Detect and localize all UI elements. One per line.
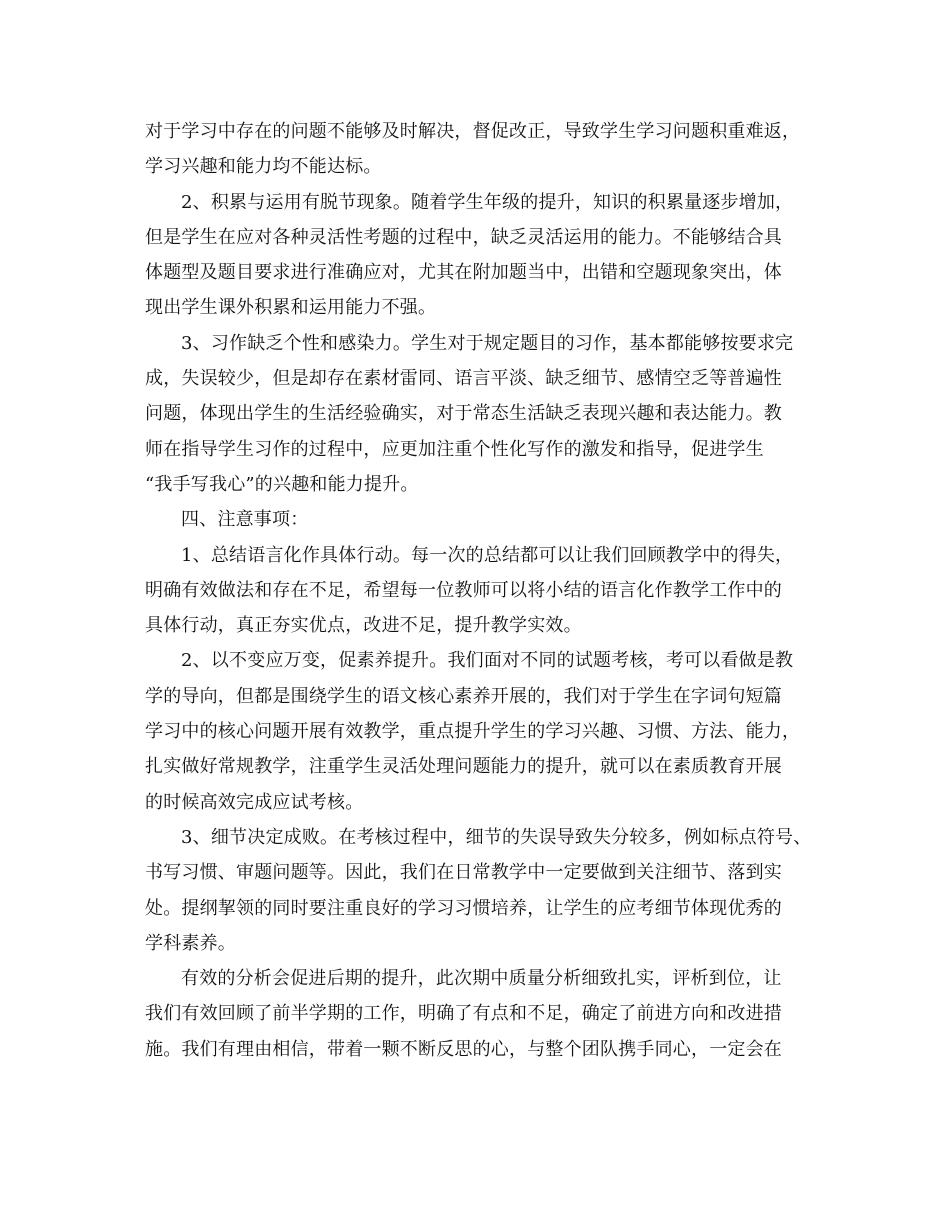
text-line: 2、积累与运用有脱节现象。随着学生年级的提升，知识的积累量逐步增加，	[181, 191, 794, 213]
text-line: 对于学习中存在的问题不能够及时解决，督促改正，导致学生学习问题积重难返，	[145, 121, 801, 142]
text-line: 3、习作缺乏个性和感染力。学生对于规定题目的习作，基本都能够按要求完	[181, 332, 794, 354]
text-line: 施。我们有理由相信，带着一颗不断反思的心，与整个团队携手同心，一定会在	[145, 1038, 782, 1060]
text-line: 具体行动，真正夯实优点，改进不足，提升教学实效。	[145, 615, 582, 637]
text-line: 学习兴趣和能力均不能达标。	[145, 156, 382, 178]
text-line: 明确有效做法和存在不足，希望每一位教师可以将小结的语言化作教学工作中的	[145, 579, 782, 601]
text-line: 师在指导学生习作的过程中，应更加注重个性化写作的激发和指导，促进学生	[145, 438, 764, 460]
text-line: 处。提纲挈领的同时要注重良好的学习习惯培养，让学生的应考细节体现优秀的	[145, 897, 782, 919]
text-line: 体题型及题目要求进行准确应对，尤其在附加题当中，出错和空题现象突出，体	[145, 262, 782, 284]
text-line: 扎实做好常规教学，注重学生灵活处理问题能力的提升，就可以在素质教育开展	[145, 756, 782, 778]
text-line: 但是学生在应对各种灵活性考题的过程中，缺乏灵活运用的能力。不能够结合具	[145, 226, 782, 248]
text-line: 书写习惯、审题问题等。因此，我们在日常教学中一定要做到关注细节、落到实	[145, 862, 782, 884]
text-line: “我手写我心”的兴趣和能力提升。	[145, 473, 419, 495]
document-body	[145, 114, 825, 1067]
text-line: 学科素养。	[145, 932, 236, 954]
text-line: 现出学生课外积累和运用能力不强。	[145, 297, 437, 319]
text-line: 3、细节决定成败。在考核过程中，细节的失误导致失分较多，例如标点符号、	[181, 826, 812, 848]
text-line: 成，失误较少，但是却存在素材雷同、语言平淡、缺乏细节、感情空乏等普遍性	[145, 368, 782, 390]
text-line: 学的导向，但都是围绕学生的语文核心素养开展的，我们对于学生在字词句短篇	[145, 685, 782, 707]
text-line: 问题，体现出学生的生活经验确实，对于常态生活缺乏表现兴趣和表达能力。教	[145, 403, 782, 425]
text-line: 1、总结语言化作具体行动。每一次的总结都可以让我们回顾教学中的得失，	[181, 544, 794, 566]
text-line: 有效的分析会促进后期的提升，此次期中质量分析细致扎实，评析到位，让	[181, 968, 782, 990]
text-line: 的时候高效完成应试考核。	[145, 791, 364, 813]
text-line: 四、注意事项：	[181, 509, 309, 531]
text-line: 2、以不变应万变，促素养提升。我们面对不同的试题考核，考可以看做是教	[181, 650, 794, 672]
text-line: 我们有效回顾了前半学期的工作，明确了有点和不足，确定了前进方向和改进措	[145, 1003, 782, 1025]
text-line: 学习中的核心问题开展有效教学，重点提升学生的学习兴趣、习惯、方法、能力，	[145, 721, 801, 743]
